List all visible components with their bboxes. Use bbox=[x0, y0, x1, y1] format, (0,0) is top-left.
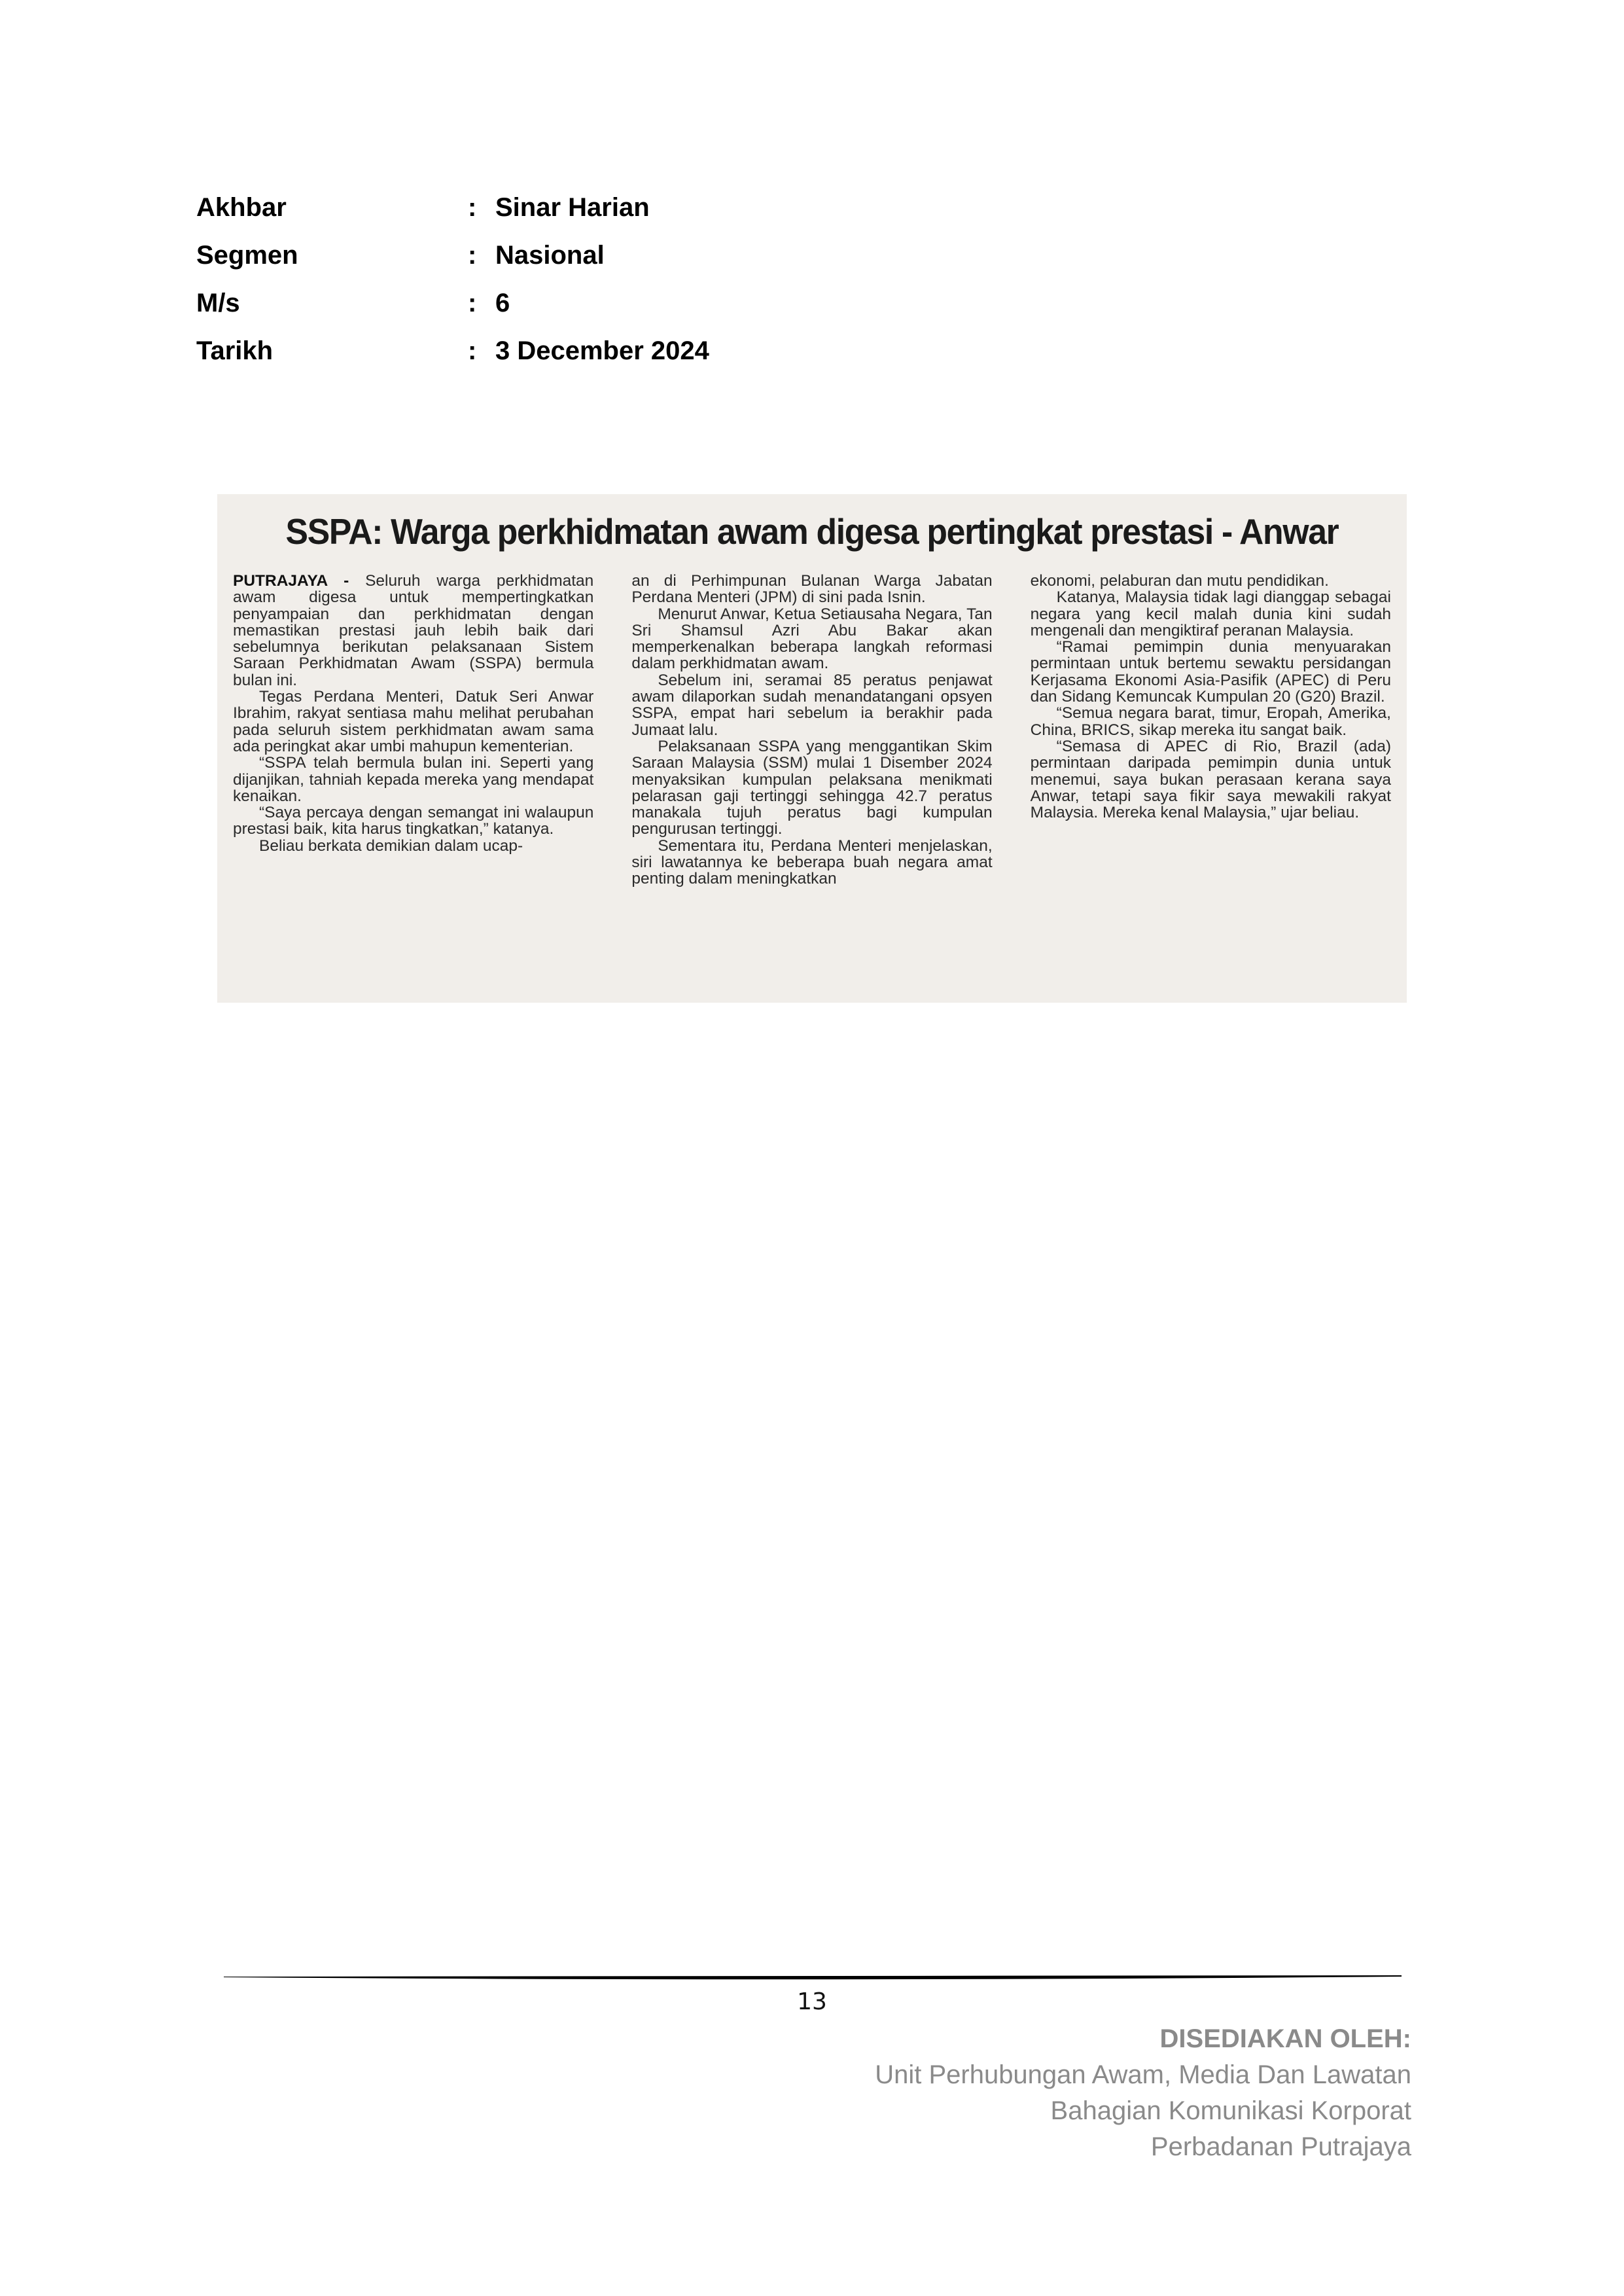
meta-label: Tarikh bbox=[196, 336, 274, 365]
meta-label: Akhbar bbox=[196, 193, 287, 222]
article-paragraph bbox=[233, 573, 593, 689]
meta-value: Sinar Harian bbox=[495, 193, 650, 222]
article-paragraph: Menurut Anwar, Ketua Setiausaha Negara, Tan Sri Shamsul Azri Abu Bakar akan memperkenalkan beberapa langkah reformasi dalam perkhidmatan awam. bbox=[631, 605, 993, 673]
article-paragraph: Sementara itu, Perdana Menteri menjelaskan, siri lawatannya ke beberapa buah negara amat penting dalam meningkatkan bbox=[631, 836, 993, 888]
meta-value: Nasional bbox=[495, 241, 605, 270]
article-paragraph: Katanya, Malaysia tidak lagi dianggap sebagai negara yang kecil malah dunia kini sudah mengenali dan mengiktiraf peranan Malaysia. bbox=[1030, 588, 1391, 639]
article-paragraph: ekonomi, pelaburan dan mutu pendidikan. bbox=[1030, 572, 1329, 590]
article-paragraph: Pelaksanaan SSPA yang menggantikan Skim Saraan Malaysia (SSM) mulai 1 Disember 2024 menyaksikan kumpulan pelaksana menikmati pelarasan gaji tertinggi sehingga 42.7 peratus manakala tujuh peratus bagi kumpulan pengurusan tertinggi. bbox=[631, 737, 993, 838]
prepared-by-line: Bahagian Komunikasi Korporat bbox=[1050, 2096, 1411, 2125]
meta-value: 3 December 2024 bbox=[495, 336, 709, 365]
clipping-metadata bbox=[196, 193, 1112, 384]
paragraph-text: Seluruh warga perkhidmatan awam digesa untuk mempertingkatkan penyampaian dan perkhidmatan dengan memastikan prestasi jauh lebih baik dari sebelumnya berikutan pelaksanaan Sistem Saraan Perkhidmatan Awam (SSPA) bermula bulan ini. bbox=[233, 572, 594, 689]
meta-label: Segmen bbox=[196, 241, 298, 270]
prepared-by-line: Perbadanan Putrajaya bbox=[1150, 2132, 1411, 2161]
meta-row-segmen bbox=[196, 241, 1112, 289]
prepared-by-block bbox=[875, 2021, 1411, 2165]
article-column-3 bbox=[1031, 573, 1391, 888]
article-paragraph: an di Perhimpunan Bulanan Warga Jabatan Perdana Menteri (JPM) di sini pada Isnin. bbox=[631, 572, 993, 607]
meta-separator: : bbox=[468, 241, 477, 270]
prepared-by-title: DISEDIAKAN OLEH: bbox=[1159, 2024, 1411, 2053]
meta-separator: : bbox=[468, 193, 477, 222]
meta-value: 6 bbox=[495, 289, 510, 317]
newspaper-clipping bbox=[217, 494, 1407, 1003]
article-paragraph: “SSPA telah bermula bulan ini. Seperti yang dijanjikan, tahniah kepada mereka yang mendapat kenaikan. bbox=[233, 754, 594, 805]
article-paragraph: “Ramai pemimpin dunia menyuarakan permintaan untuk bertemu sewaktu persidangan Kerjasama Ekonomi Asia-Pasifik (APEC) di Peru dan Sidang Kemuncak Kumpulan 20 (G20) Brazil. bbox=[1030, 638, 1391, 706]
footer-divider bbox=[224, 1971, 1402, 1982]
article-dateline: PUTRAJAYA - bbox=[233, 572, 349, 590]
article-column-1 bbox=[233, 573, 593, 888]
article-paragraph: Beliau berkata demikian dalam ucap- bbox=[259, 836, 523, 855]
article-headline: SSPA: Warga perkhidmatan awam digesa pertingkat prestasi - Anwar bbox=[285, 511, 1339, 552]
article-paragraph: “Semua negara barat, timur, Eropah, Amerika, China, BRICS, sikap mereka itu sangat baik. bbox=[1030, 704, 1391, 739]
article-paragraph: Tegas Perdana Menteri, Datuk Seri Anwar Ibrahim, rakyat sentiasa mahu melihat perubahan pada seluruh sistem perkhidmatan awam sama ada peringkat akar umbi mahupun kementerian. bbox=[233, 688, 594, 755]
article-column-2 bbox=[631, 573, 992, 888]
page-number: 13 bbox=[797, 1988, 827, 2015]
meta-row-ms bbox=[196, 289, 1112, 336]
meta-row-akhbar bbox=[196, 193, 1112, 241]
meta-separator: : bbox=[468, 336, 477, 365]
article-paragraph: “Semasa di APEC di Rio, Brazil (ada) permintaan daripada pemimpin dunia untuk menemui, saya bukan perasaan kerana saya Anwar, tetapi saya fikir saya mewakili rakyat Malaysia. Mereka kenal Malaysia,” ujar beliau. bbox=[1030, 737, 1391, 822]
meta-separator: : bbox=[468, 289, 477, 317]
article-paragraph: “Saya percaya dengan semangat ini walaupun prestasi baik, kita harus tingkatkan,” katanya. bbox=[233, 804, 594, 838]
meta-label: M/s bbox=[196, 289, 240, 317]
article-body bbox=[233, 573, 1391, 888]
meta-row-tarikh bbox=[196, 336, 1112, 384]
prepared-by-line: Unit Perhubungan Awam, Media Dan Lawatan bbox=[875, 2060, 1411, 2089]
article-paragraph: Sebelum ini, seramai 85 peratus penjawat awam dilaporkan sudah menandatangani opsyen SSPA, empat hari sebelum ia berakhir pada Jumaat lalu. bbox=[631, 671, 993, 739]
